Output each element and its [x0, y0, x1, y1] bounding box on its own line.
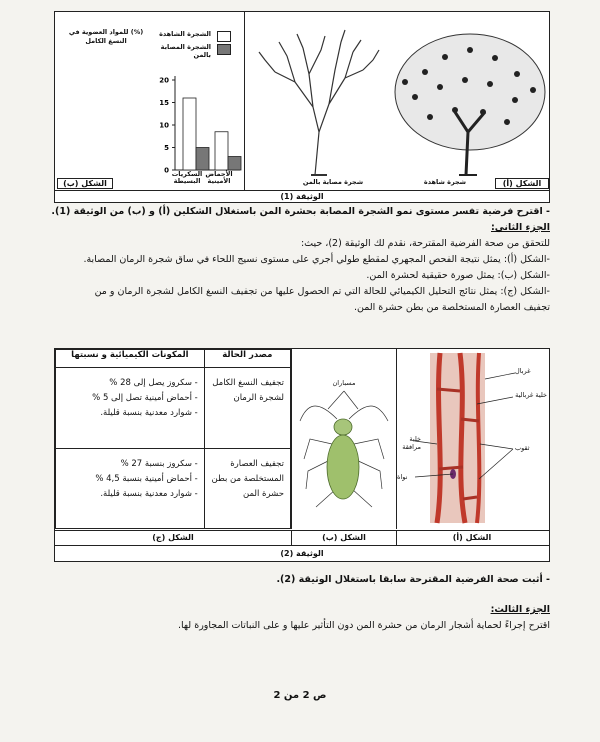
bar-healthy — [215, 132, 228, 170]
row-1-item: - سكروز يصل إلى 28 % — [109, 378, 198, 388]
row-2-item: - شوارد معدنية بنسبة قليلة. — [100, 488, 198, 499]
part-2-figure-c-desc: -الشكل (ج): يمثل نتائج التحليل الكيميائي للحالة التي تم الحصول عليها من تجفيف النسغ الكامل لشجرة الرمان و من — [94, 286, 550, 297]
infected-tree — [259, 30, 379, 175]
legend-healthy-label: الشجرة الشاهدة — [159, 30, 211, 38]
figure-a-panel — [244, 12, 550, 190]
part-3-title: الجزء الثالث: — [490, 604, 550, 615]
figure-c-caption: الشكل (ج) — [55, 530, 291, 545]
document-1-frame — [54, 11, 550, 203]
figure-a-caption-2: الشكل (أ) — [395, 530, 549, 545]
chemical-table — [55, 349, 291, 529]
figure-b-panel — [55, 12, 244, 190]
y-tick-label: 20 — [159, 76, 169, 85]
label-sieve: غربال — [515, 367, 531, 375]
document-2-frame — [54, 348, 550, 562]
aphid-illustration — [292, 349, 396, 529]
document-1-title: الوثيقة (1) — [55, 190, 549, 203]
part-2-figure-b-desc: -الشكل (ب): يمثل صورة حقيقية لحشرة المن. — [366, 270, 550, 281]
y-tick-label: 10 — [159, 121, 169, 130]
bar-healthy — [183, 98, 196, 170]
healthy-tree-caption: شجرة شاهدة — [423, 178, 467, 186]
row-2-item: - أحماض أمينية بنسبة 4,5 % — [95, 473, 198, 484]
x-tick-label: الأحماض الأمينية — [205, 170, 233, 185]
figure-b-caption-2: الشكل (ب) — [291, 530, 397, 545]
document-2-title: الوثيقة (2) — [55, 545, 549, 562]
healthy-tree — [395, 34, 545, 175]
header-components: المكونات الكيميائية و نسبتها — [56, 350, 205, 368]
part-2-title: الجزء الثاني: — [491, 222, 550, 233]
x-tick-label: السكريات البسيطة — [171, 170, 203, 185]
question-2: - أثبت صحة الفرضية المقترحة سابقا باستغلال الوثيقة (2). — [276, 574, 550, 585]
figure-c-table-wrap — [55, 349, 291, 529]
infected-tree-caption: شجرة مصابة بالمن — [302, 178, 364, 186]
figure-b-caption: الشكل (ب) — [57, 178, 113, 189]
question-3: اقترح إجراءً لحماية أشجار الرمان من حشرة المن دون التأثير عليها و على النباتات المجاورة لها. — [178, 620, 550, 631]
row-1-item: - شوارد معدنية بنسبة قليلة. — [100, 408, 198, 418]
label-holes: ثقوب — [515, 444, 530, 452]
page-footer: ص 2 من 2 — [273, 690, 327, 701]
row-1-source: تجفيف النسغ الكامل لشجرة الرمان — [204, 368, 290, 449]
row-2-components — [56, 448, 205, 529]
trees-illustration — [245, 12, 550, 190]
row-1-components — [56, 368, 205, 449]
y-tick-label: 5 — [164, 144, 169, 152]
figure-a-caption: الشكل (أ) — [495, 178, 549, 189]
row-1-item: - أحماض أمينية تصل إلى 5 % — [92, 393, 198, 403]
part-2-figure-c-desc-cont: تجفيف العصارة المستخلصة من بطن حشرة المن. — [353, 302, 550, 313]
label-probes: مسباران — [332, 379, 356, 387]
row-2-source: تجفيف العصارة المستخلصة من بطن حشرة المن — [204, 448, 290, 529]
y-tick-label: 15 — [159, 99, 169, 107]
header-source: مصدر الحالة — [204, 350, 290, 368]
figure-b-aphid — [291, 349, 397, 529]
part-2-figure-a-desc: -الشكل (أ): يمثل نتيجة الفحص المجهري لمقطع طولي أجري على مستوى نسيج اللحاء في ساق شجرة الرمان المصابة. — [83, 254, 550, 265]
question-1: - اقترح فرضية تفسر مستوى نمو الشجرة المصابة بحشرة المن باستغلال الشكلين (أ) و (ب) من الوثيقة (1). — [51, 206, 550, 217]
bar-infected — [228, 157, 241, 171]
figure-a-micro — [395, 349, 549, 529]
bar-infected — [196, 148, 209, 171]
legend-infected-label: الشجرة المصابة بالمن — [160, 43, 211, 59]
chart-ylabel: (%) للمواد العضوية في النسغ الكامل — [68, 28, 144, 45]
label-companion-cell: خلية مرافقة — [402, 435, 421, 451]
part-2-intro: للتحقق من صحة الفرضية المقترحة، نقدم لك الوثيقة (2)، حيث: — [300, 238, 550, 249]
row-2-item: - سكروز بنسبة 27 % — [120, 458, 198, 469]
label-nucleus: نواة — [397, 473, 408, 481]
y-tick-label: 0 — [164, 166, 169, 175]
bar-chart — [55, 12, 244, 190]
label-sieve-cell: خلية غربالية — [515, 391, 547, 399]
